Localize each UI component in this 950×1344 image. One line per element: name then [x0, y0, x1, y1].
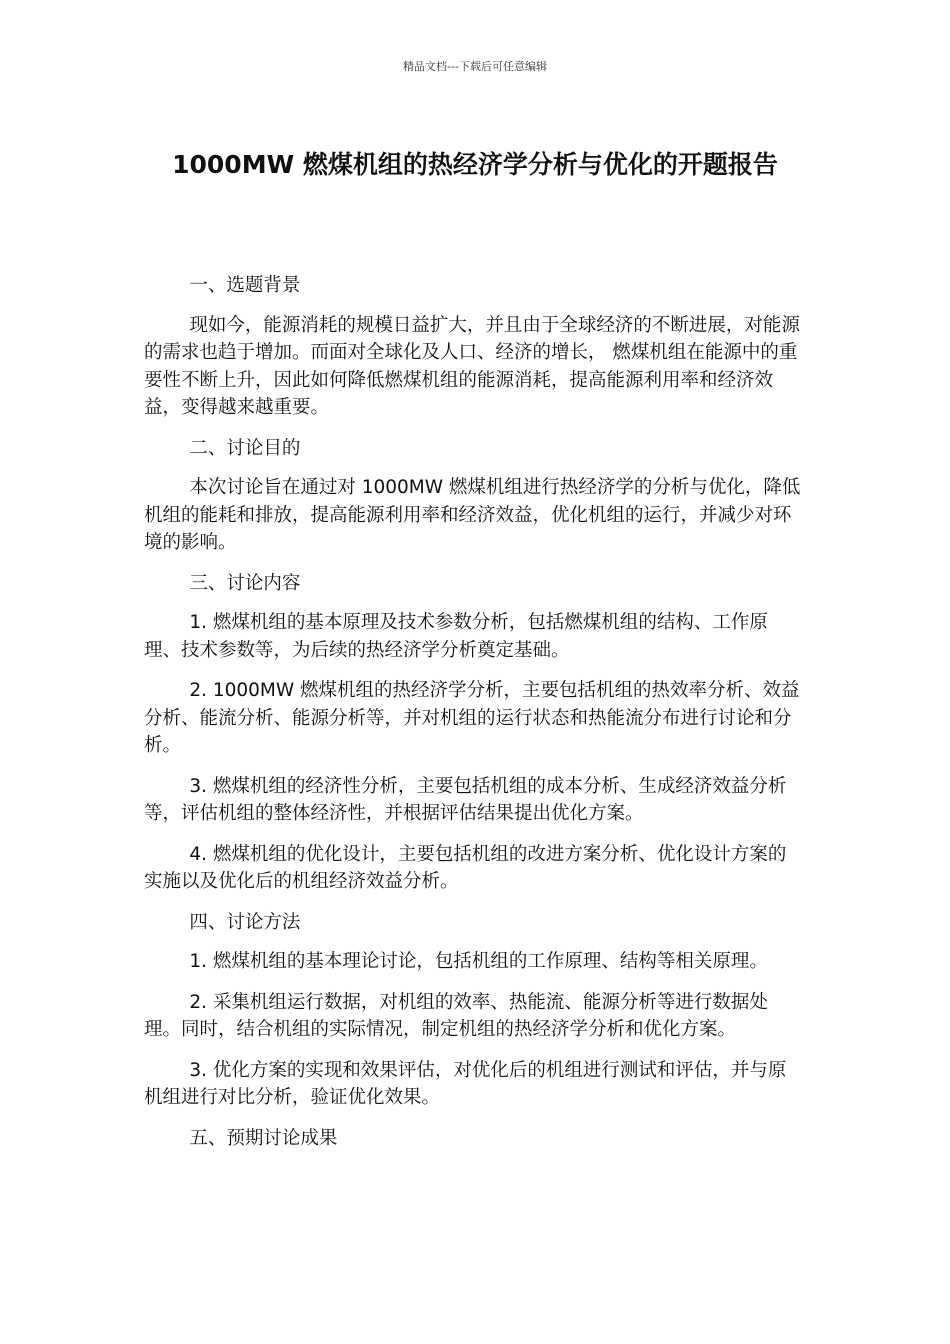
method-item: 3. 优化方案的实现和效果评估，对优化后的机组进行测试和评估，并与原机组进行对比分析，验证优化效果。 [144, 1059, 787, 1108]
header-note: 精品文档---下载后可任意编辑 [403, 60, 547, 73]
section-heading-methods: 四、讨论方法 [189, 911, 301, 933]
content-item: 4. 燃煤机组的优化设计，主要包括机组的改进方案分析、优化设计方案的实施以及优化后的机组经济效益分析。 [144, 843, 787, 892]
content-item: 2. 1000MW 燃煤机组的热经济学分析，主要包括机组的热效率分析、效益分析、能流分析、能源分析等，并对机组的运行状态和热能流分布进行讨论和分析。 [144, 680, 800, 756]
method-item: 2. 采集机组运行数据，对机组的效率、热能流、能源分析等进行数据处理。同时，结合机组的实际情况，制定机组的热经济学分析和优化方案。 [144, 991, 768, 1040]
method-item: 1. 燃煤机组的基本理论讨论，包括机组的工作原理、结构等相关原理。 [189, 951, 768, 972]
section-heading-background: 一、选题背景 [189, 275, 301, 296]
section-heading-purpose: 二、讨论目的 [189, 437, 301, 459]
paragraph-background: 现如今，能源消耗的规模日益扩大，并且由于全球经济的不断进展，对能源的需求也趋于增加。而面对全球化及人口、经济的增长， 燃煤机组在能源中的重要性不断上升，因此如何降低燃煤机组的能源消耗，提高能源利用率和经济效益，变得越来越重要。 [144, 314, 800, 418]
section-heading-content: 三、讨论内容 [189, 572, 301, 594]
document-body [144, 272, 804, 1164]
paragraph-purpose: 本次讨论旨在通过对 1000MW 燃煤机组进行热经济学的分析与优化，降低机组的能耗和排放，提高能源利用率和经济效益，优化机组的运行，并减少对环境的影响。 [144, 477, 801, 553]
document-title: 1000MW 燃煤机组的热经济学分析与优化的开题报告 [172, 150, 778, 179]
content-item: 3. 燃煤机组的经济性分析，主要包括机组的成本分析、生成经济效益分析等，评估机组的整体经济性，并根据评估结果提出优化方案。 [144, 775, 787, 824]
content-item: 1. 燃煤机组的基本原理及技术参数分析，包括燃煤机组的结构、工作原理、技术参数等，为后续的热经济学分析奠定基础。 [144, 612, 768, 661]
section-heading-outcomes: 五、预期讨论成果 [189, 1127, 338, 1149]
